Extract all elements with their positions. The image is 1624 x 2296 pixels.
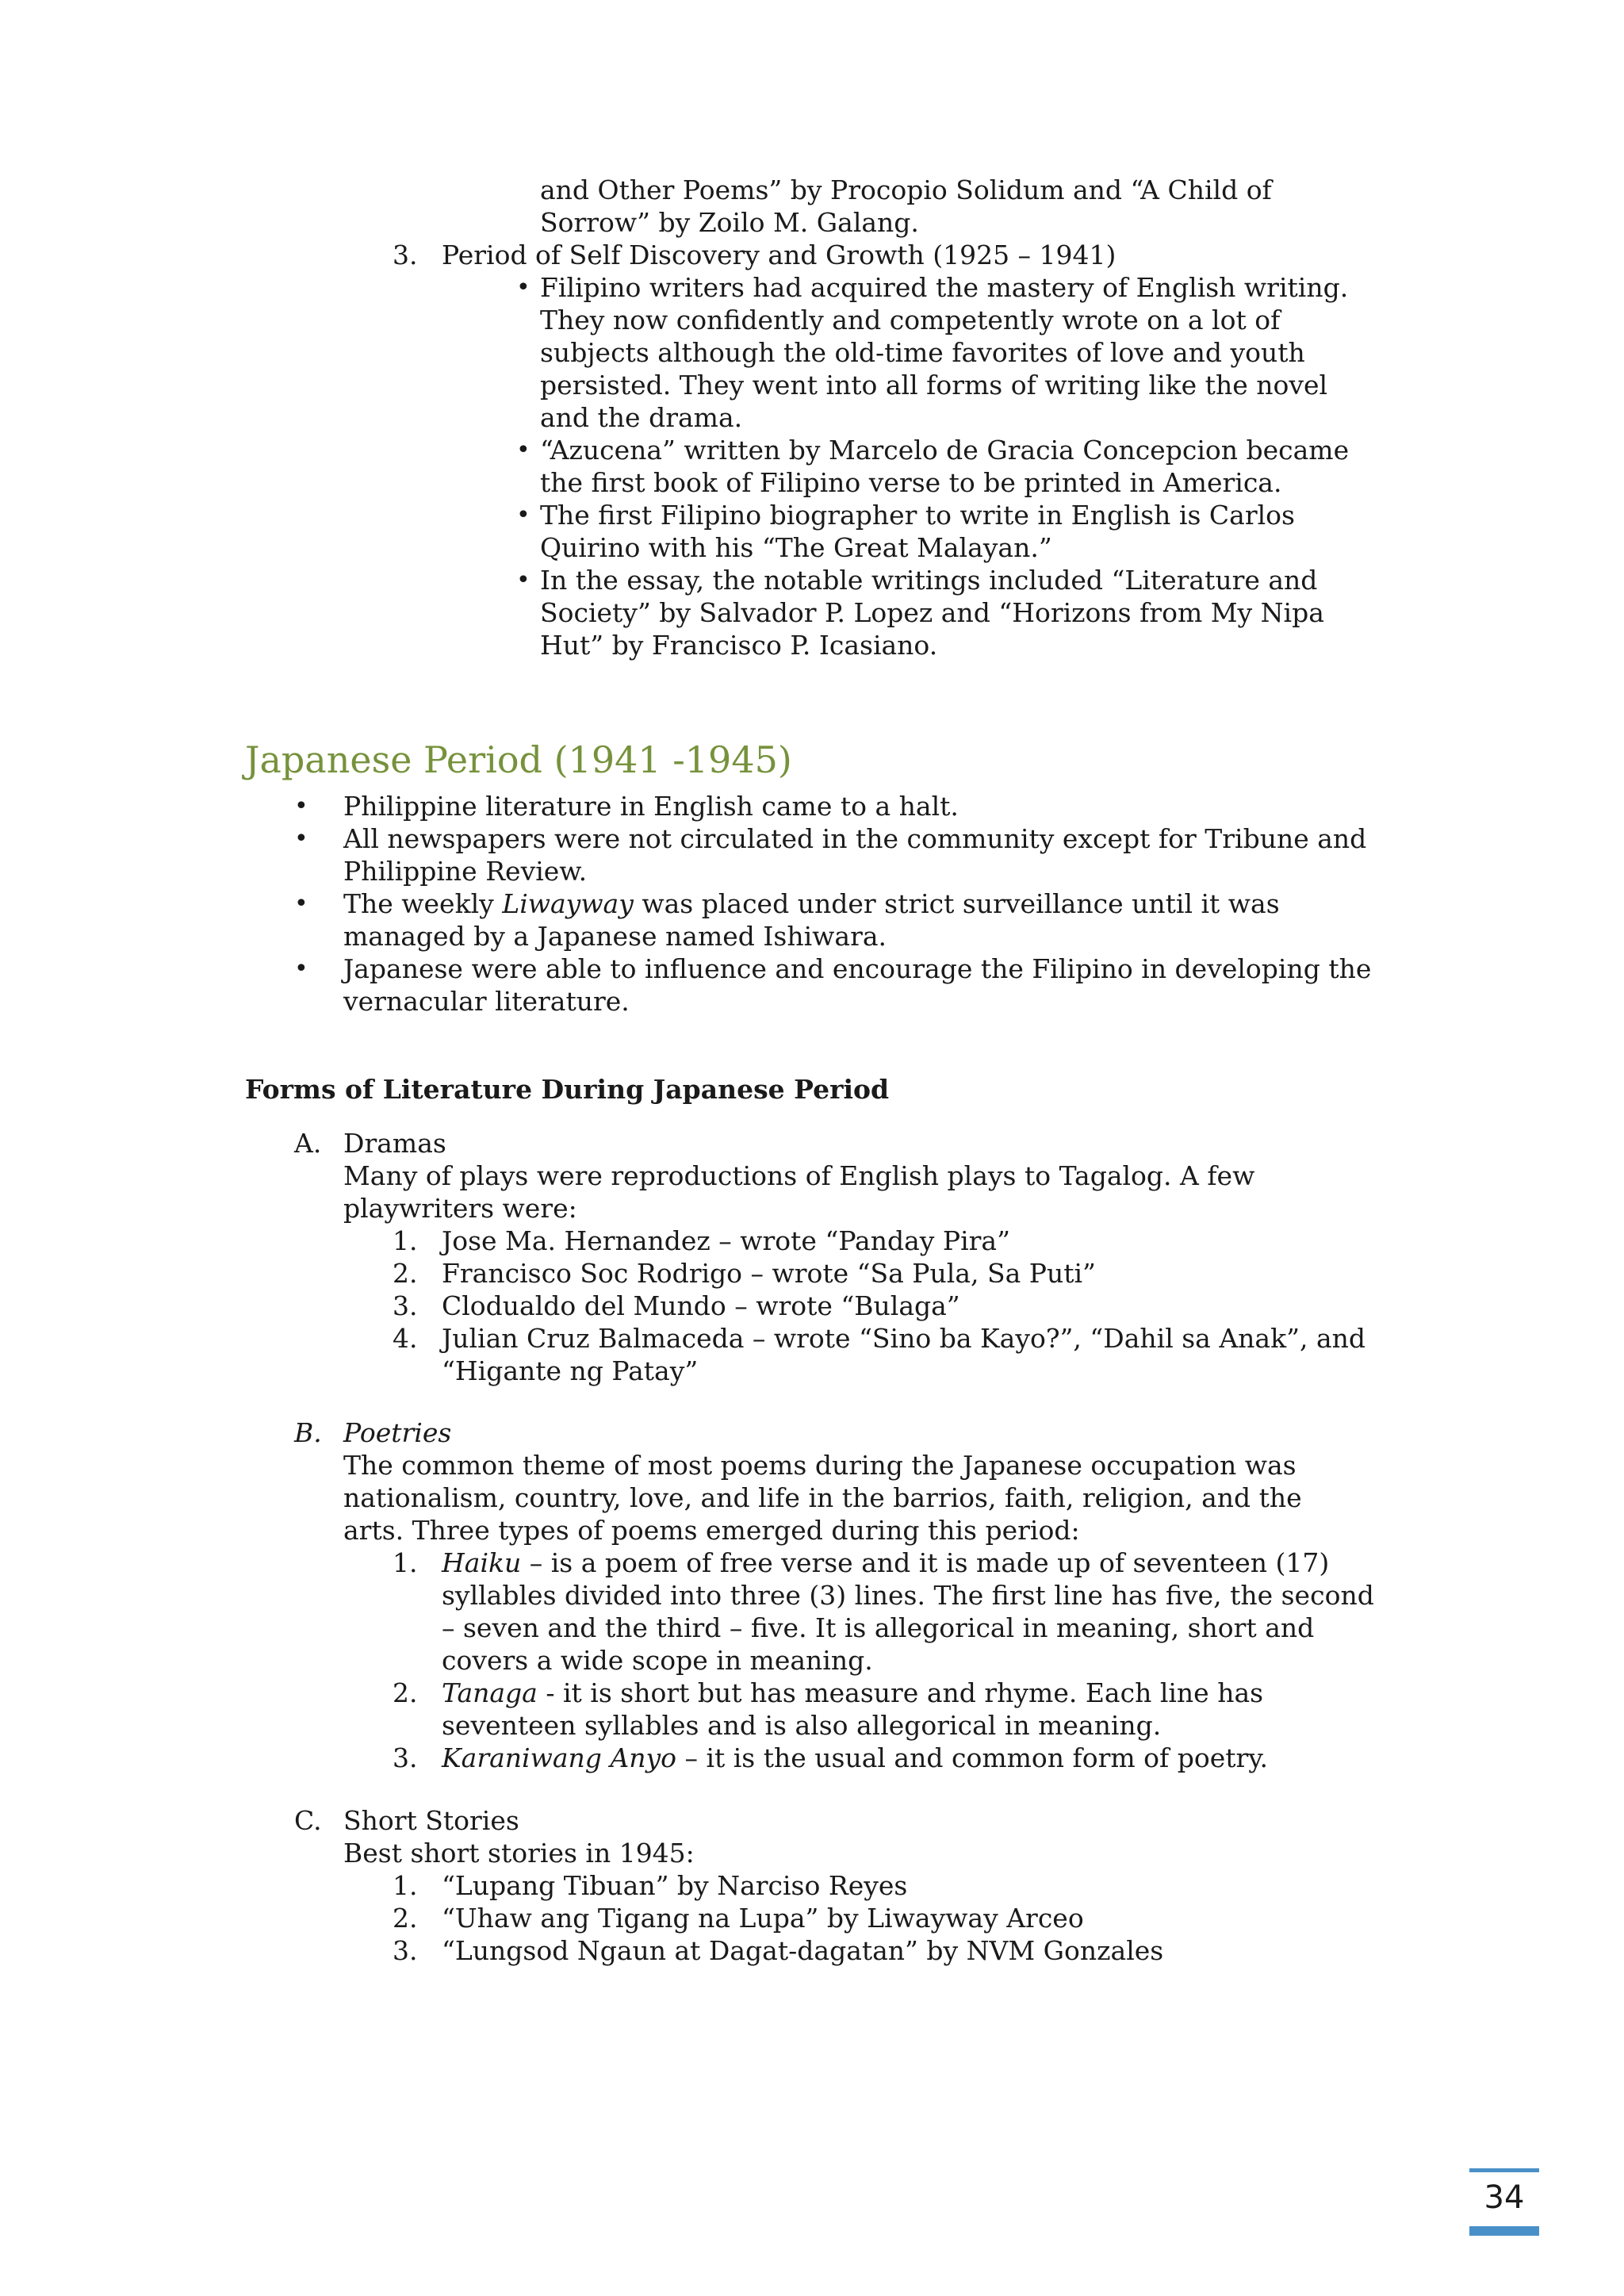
section-title: Short Stories	[343, 1805, 519, 1836]
list-item: “Lupang Tibuan” by Narciso Reyes	[442, 1870, 908, 1901]
section-letter: B.	[294, 1417, 322, 1448]
section-desc: Many of plays were reproductions of English plays to Tagalog. A few	[343, 1160, 1255, 1191]
list-number: 3.	[393, 240, 418, 270]
bullet-icon: •	[294, 955, 308, 983]
bullet-line: The first Filipino biographer to write in English is Carlos	[540, 500, 1295, 531]
list-item: Francisco Soc Rodrigo – wrote “Sa Pula, Sa Puti”	[442, 1258, 1096, 1289]
emphasis-text: Haiku	[442, 1547, 522, 1578]
bullet-icon: •	[516, 274, 530, 301]
bullet-line: the first book of Filipino verse to be printed in America.	[540, 467, 1282, 498]
list-item: “Higante ng Patay”	[442, 1355, 699, 1386]
text-line: and Other Poems” by Procopio Solidum and “A Child of	[540, 174, 1272, 205]
bullet-line: Philippine literature in English came to a halt.	[343, 791, 959, 822]
page-number-rule-top	[1469, 2168, 1539, 2172]
bullet-icon: •	[516, 566, 530, 594]
bullet-line: vernacular literature.	[343, 986, 630, 1017]
bullet-line: and the drama.	[540, 402, 743, 433]
bullet-line: subjects although the old-time favorites of love and youth	[540, 337, 1305, 368]
section-desc: The common theme of most poems during the Japanese occupation was	[343, 1450, 1297, 1481]
list-item: Julian Cruz Balmaceda – wrote “Sino ba Kayo?”, “Dahil sa Anak”, and	[442, 1323, 1365, 1354]
bullet-line: persisted. They went into all forms of writing like the novel	[540, 370, 1328, 401]
emphasis-text: Tanaga	[442, 1677, 538, 1708]
list-item: – seven and the third – five. It is allegorical in meaning, short and	[442, 1612, 1315, 1643]
bullet-icon: •	[516, 501, 530, 529]
section-title: Dramas	[343, 1128, 446, 1159]
section-desc: arts. Three types of poems emerged during this period:	[343, 1515, 1080, 1546]
bullet-line: Hut” by Francisco P. Icasiano.	[540, 630, 938, 661]
bullet-line: Filipino writers had acquired the mastery of English writing.	[540, 272, 1349, 303]
list-number: 2.	[393, 1903, 418, 1934]
bullet-line: Philippine Review.	[343, 856, 588, 887]
bullet-icon: •	[294, 792, 308, 820]
list-number: 1.	[393, 1547, 418, 1578]
bullet-line: Quirino with his “The Great Malayan.”	[540, 532, 1052, 563]
list-number: 3.	[393, 1290, 418, 1321]
bullet-line: The weekly Liwayway was placed under strict surveillance until it was	[343, 888, 1280, 919]
list-item: Jose Ma. Hernandez – wrote “Panday Pira”	[442, 1225, 1010, 1256]
bullet-line: In the essay, the notable writings included “Literature and	[540, 565, 1318, 596]
bullet-icon: •	[294, 825, 308, 853]
bullet-line: They now confidently and competently wrote on a lot of	[540, 305, 1281, 335]
list-item: “Lungsod Ngaun at Dagat-dagatan” by NVM Gonzales	[442, 1935, 1164, 1966]
list-item: seventeen syllables and is also allegorical in meaning.	[442, 1710, 1162, 1741]
section-title: Poetries	[343, 1417, 452, 1448]
bullet-line: Society” by Salvador P. Lopez and “Horizons from My Nipa	[540, 597, 1324, 628]
page-number: 34	[1484, 2179, 1525, 2216]
list-item: covers a wide scope in meaning.	[442, 1645, 873, 1676]
bullet-icon: •	[294, 890, 308, 918]
list-number: 3.	[393, 1935, 418, 1966]
list-item-title: Period of Self Discovery and Growth (1925 – 1941)	[442, 240, 1116, 270]
section-heading: Japanese Period (1941 -1945)	[245, 738, 792, 781]
emphasis-text: Liwayway	[502, 888, 634, 919]
list-number: 2.	[393, 1677, 418, 1708]
list-item: Haiku – is a poem of free verse and it is made up of seventeen (17)	[442, 1547, 1330, 1578]
text-line: Sorrow” by Zoilo M. Galang.	[540, 207, 919, 238]
list-number: 2.	[393, 1258, 418, 1289]
list-number: 4.	[393, 1323, 418, 1354]
section-letter: A.	[294, 1128, 322, 1159]
section-desc: nationalism, country, love, and life in the barrios, faith, religion, and the	[343, 1482, 1302, 1513]
list-item: Karaniwang Anyo – it is the usual and common form of poetry.	[442, 1742, 1269, 1773]
list-item: “Uhaw ang Tigang na Lupa” by Liwayway Arceo	[442, 1903, 1084, 1934]
list-number: 1.	[393, 1870, 418, 1901]
bullet-line: All newspapers were not circulated in the community except for Tribune and	[343, 823, 1367, 854]
page-number-rule-bottom	[1469, 2226, 1539, 2236]
section-desc: playwriters were:	[343, 1193, 577, 1224]
bullet-icon: •	[516, 436, 530, 464]
emphasis-text: Karaniwang Anyo	[442, 1742, 676, 1773]
bullet-line: “Azucena” written by Marcelo de Gracia Concepcion became	[540, 435, 1350, 466]
bullet-line: managed by a Japanese named Ishiwara.	[343, 921, 887, 952]
list-item: syllables divided into three (3) lines. The first line has five, the second	[442, 1580, 1374, 1611]
subsection-heading: Forms of Literature During Japanese Period	[245, 1074, 890, 1105]
list-number: 3.	[393, 1742, 418, 1773]
bullet-line: Japanese were able to influence and encourage the Filipino in developing the	[343, 953, 1372, 984]
list-number: 1.	[393, 1225, 418, 1256]
section-desc: Best short stories in 1945:	[343, 1838, 695, 1869]
list-item: Tanaga - it is short but has measure and rhyme. Each line has	[442, 1677, 1264, 1708]
section-letter: C.	[294, 1805, 322, 1836]
list-item: Clodualdo del Mundo – wrote “Bulaga”	[442, 1290, 960, 1321]
